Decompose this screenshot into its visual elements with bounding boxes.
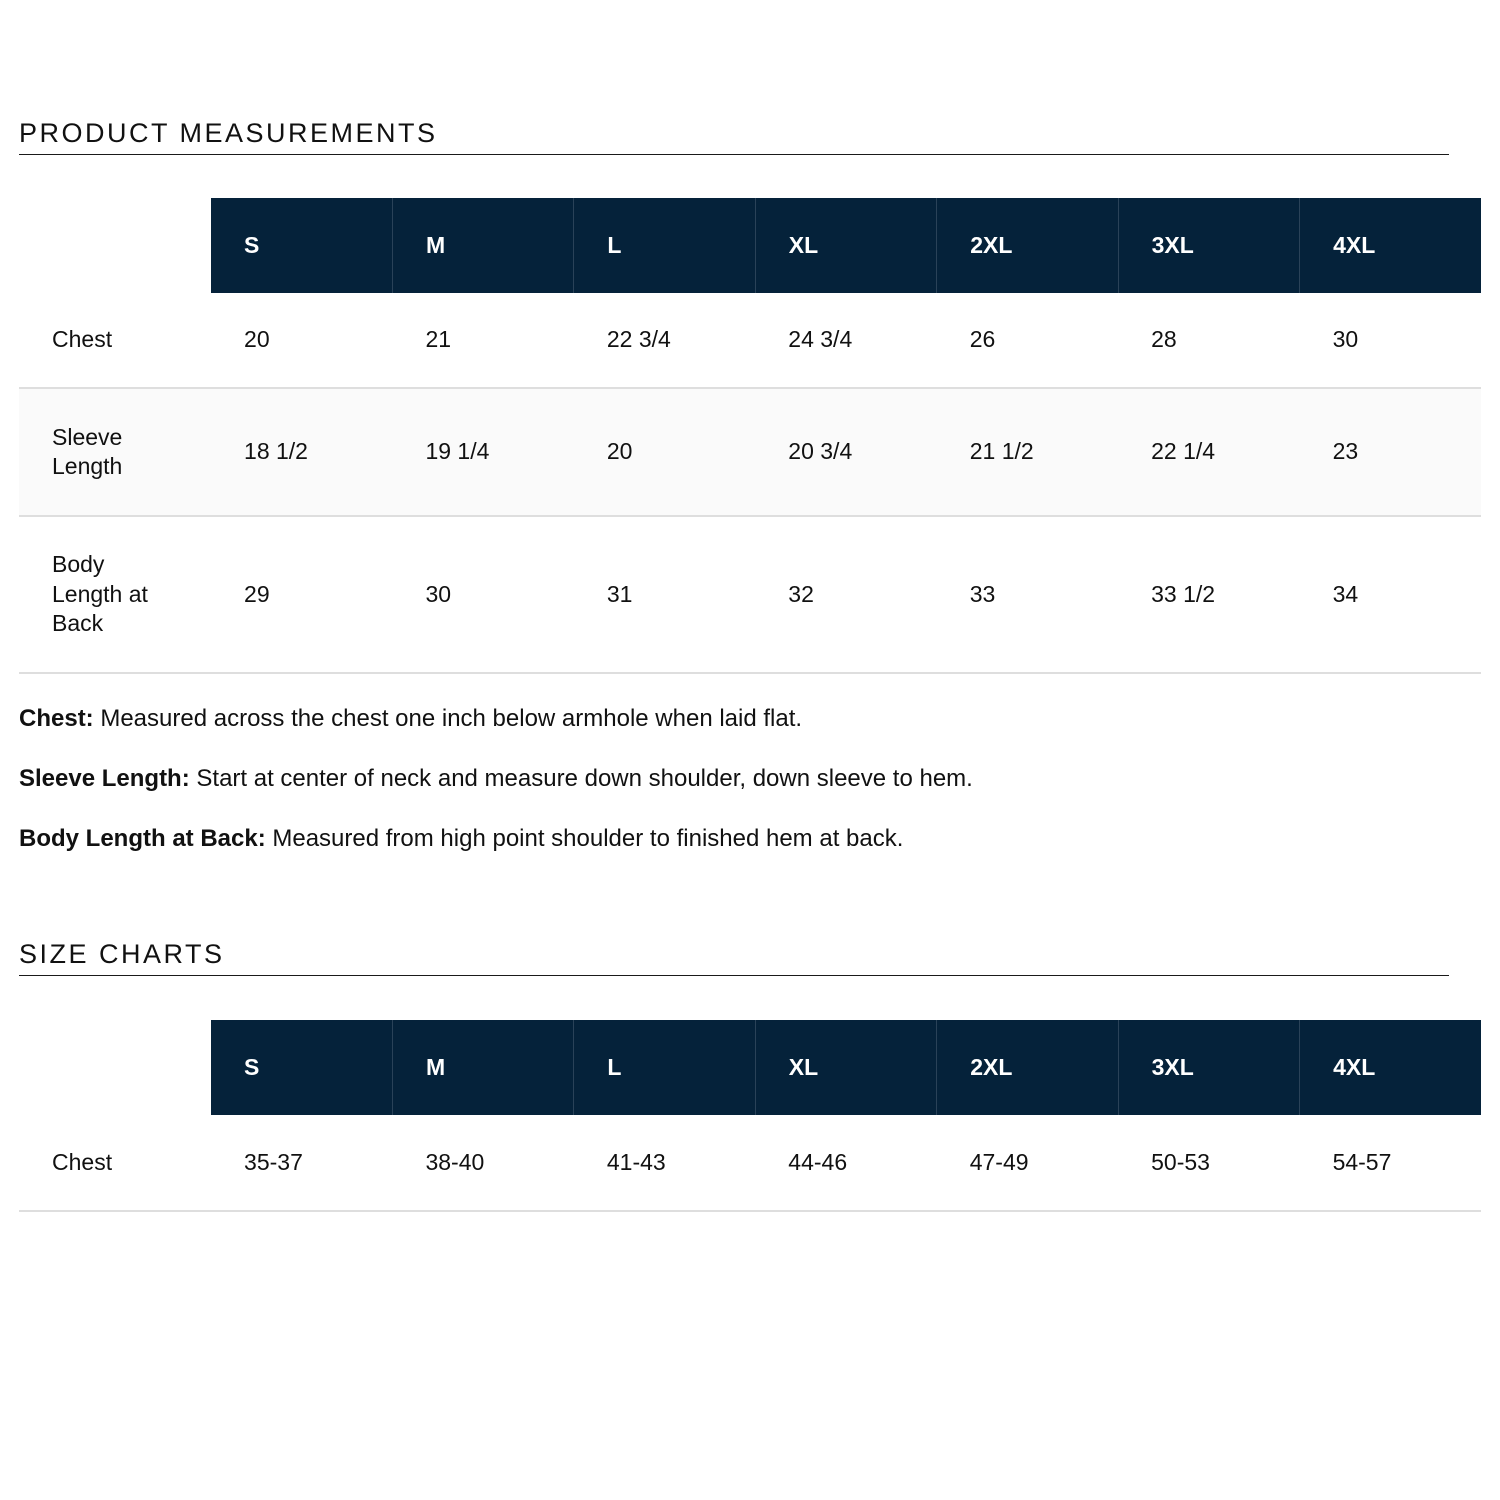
table-header-row <box>19 1020 1481 1115</box>
table-cell: 21 1/2 <box>937 388 1118 516</box>
table-cell: 23 <box>1300 388 1481 516</box>
row-label-sleeve-length: Sleeve Length <box>19 388 211 516</box>
table-cell: 30 <box>392 516 573 673</box>
row-label-chest: Chest <box>19 1115 211 1211</box>
table-cell: 41-43 <box>574 1115 755 1211</box>
table-cell: 33 1/2 <box>1118 516 1299 673</box>
size-header-xl: XL <box>755 1020 936 1115</box>
table-cell: 28 <box>1118 293 1299 388</box>
table-header-corner <box>19 1020 211 1115</box>
table-cell: 35-37 <box>211 1115 392 1211</box>
note-term: Chest: <box>19 705 94 732</box>
size-header-xl: XL <box>755 198 936 293</box>
size-header-l: L <box>574 1020 755 1115</box>
table-row <box>19 516 1481 673</box>
table-cell: 22 1/4 <box>1118 388 1299 516</box>
measurement-notes <box>19 700 1459 880</box>
note-text: Start at center of neck and measure down shoulder, down sleeve to hem. <box>189 765 973 792</box>
table-cell: 54-57 <box>1300 1115 1481 1211</box>
table-cell: 20 <box>574 388 755 516</box>
size-header-2xl: 2XL <box>937 198 1118 293</box>
size-header-2xl: 2XL <box>937 1020 1118 1115</box>
size-charts-title: SIZE CHARTS <box>19 939 1449 976</box>
table-cell: 38-40 <box>392 1115 573 1211</box>
table-cell: 19 1/4 <box>392 388 573 516</box>
row-label-body-length-at-back: Body Length at Back <box>19 516 211 673</box>
note-sleeve-length <box>19 760 1459 798</box>
note-term: Body Length at Back: <box>19 825 266 852</box>
table-cell: 34 <box>1300 516 1481 673</box>
size-header-l: L <box>574 198 755 293</box>
note-text: Measured across the chest one inch below armhole when laid flat. <box>93 705 803 732</box>
size-header-4xl: 4XL <box>1300 198 1481 293</box>
size-header-s: S <box>211 1020 392 1115</box>
table-row <box>19 1115 1481 1211</box>
product-measurements-title: PRODUCT MEASUREMENTS <box>19 118 1449 155</box>
size-header-4xl: 4XL <box>1300 1020 1481 1115</box>
table-cell: 29 <box>211 516 392 673</box>
table-row <box>19 388 1481 516</box>
size-header-m: M <box>392 198 573 293</box>
table-cell: 33 <box>937 516 1118 673</box>
size-header-s: S <box>211 198 392 293</box>
table-row <box>19 293 1481 388</box>
table-cell: 21 <box>392 293 573 388</box>
table-header-corner <box>19 198 211 293</box>
note-term: Sleeve Length: <box>19 765 190 792</box>
table-cell: 26 <box>937 293 1118 388</box>
size-header-m: M <box>392 1020 573 1115</box>
size-header-3xl: 3XL <box>1118 1020 1299 1115</box>
table-cell: 20 3/4 <box>755 388 936 516</box>
product-measurements-table <box>19 198 1481 674</box>
note-body-length <box>19 820 1459 858</box>
table-cell: 24 3/4 <box>755 293 936 388</box>
table-cell: 31 <box>574 516 755 673</box>
size-header-3xl: 3XL <box>1118 198 1299 293</box>
row-label-chest: Chest <box>19 293 211 388</box>
table-cell: 20 <box>211 293 392 388</box>
table-cell: 22 3/4 <box>574 293 755 388</box>
note-text: Measured from high point shoulder to finished hem at back. <box>265 825 904 852</box>
table-cell: 50-53 <box>1118 1115 1299 1211</box>
table-cell: 47-49 <box>937 1115 1118 1211</box>
table-cell: 44-46 <box>755 1115 936 1211</box>
size-charts-table <box>19 1020 1481 1212</box>
table-cell: 32 <box>755 516 936 673</box>
table-cell: 18 1/2 <box>211 388 392 516</box>
table-cell: 30 <box>1300 293 1481 388</box>
table-header-row <box>19 198 1481 293</box>
note-chest <box>19 700 1459 738</box>
